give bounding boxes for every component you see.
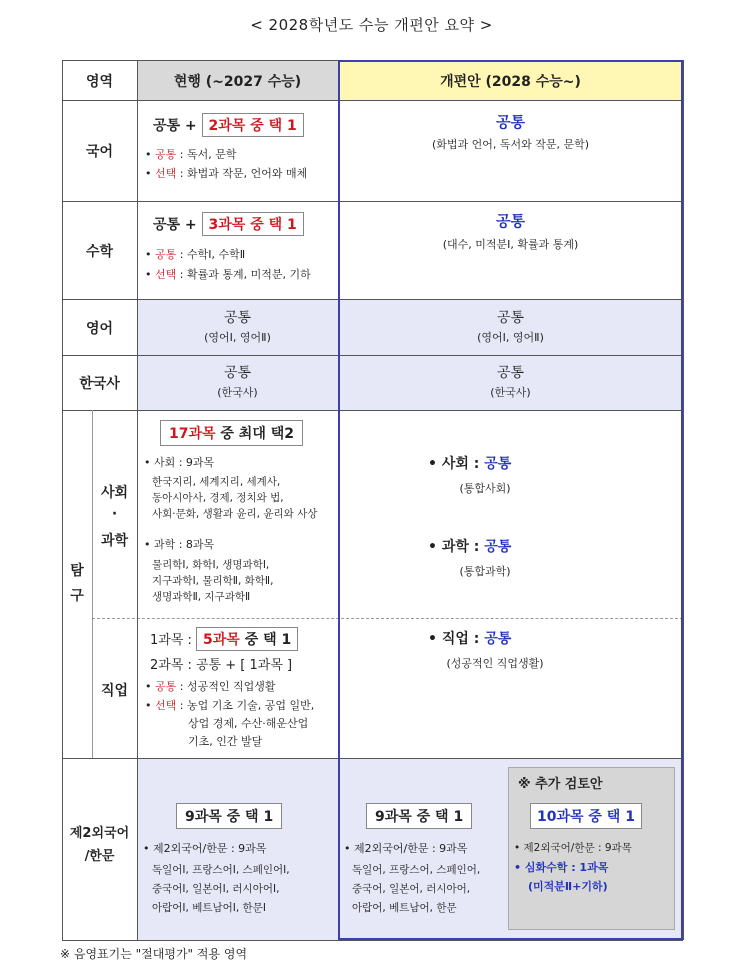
header-current: 현행 (~2027 수능) xyxy=(173,74,302,90)
reform-soc: • 사회 : 공통 xyxy=(428,456,512,472)
korean-reform-title: 공통 xyxy=(496,113,525,131)
sci-list-1: 물리학Ⅰ, 화학Ⅰ, 생명과학Ⅰ, xyxy=(152,559,270,571)
foreign-reform-list-3: 아랍어, 베트남어, 한문 xyxy=(352,902,457,914)
math-common: • 공통 : 수학Ⅰ, 수학Ⅱ xyxy=(145,248,246,261)
socsci-label-3: 과학 xyxy=(100,533,129,549)
history-current-title: 공통 xyxy=(223,365,252,381)
korean-reform-sub: (화법과 언어, 독서와 작문, 문학) xyxy=(431,138,590,151)
sci-list-2: 지구과학Ⅰ, 물리학Ⅱ, 화학Ⅱ, xyxy=(152,575,274,587)
voc-line2: 2과목 : 공통 + [ 1과목 ] xyxy=(150,658,293,673)
foreign-current-list-1: 독일어Ⅰ, 프랑스어Ⅰ, 스페인어Ⅰ, xyxy=(152,864,290,876)
socsci-current-box: 17과목 중 최대 택2 xyxy=(160,420,303,446)
area-english: 영어 xyxy=(85,321,114,337)
area-korean: 국어 xyxy=(85,144,114,160)
reform-voc-sub: (성공적인 직업생활) xyxy=(446,657,544,670)
reform-sci-sub: (통합과학) xyxy=(459,565,511,578)
math-reform-sub: (대수, 미적분Ⅰ, 확률과 통계) xyxy=(442,238,579,251)
soc-list-1: 한국지리, 세계지리, 세계사, xyxy=(152,476,281,488)
reform-sci: • 과학 : 공통 xyxy=(428,539,512,555)
socsci-label-2: · xyxy=(111,506,118,522)
extra-review-box: 10과목 중 택 1 xyxy=(530,803,642,829)
header-area: 영역 xyxy=(85,74,114,90)
socsci-label-1: 사회 xyxy=(100,485,129,501)
area-foreign-2: /한문 xyxy=(84,849,115,864)
foreign-current-head: • 제2외국어/한문 : 9과목 xyxy=(143,842,267,855)
reform-voc: • 직업 : 공통 xyxy=(428,631,512,647)
history-current-sub: (한국사) xyxy=(217,386,258,399)
korean-elective: • 선택 : 화법과 작문, 언어와 매체 xyxy=(145,167,308,180)
foreign-current-box: 9과목 중 택 1 xyxy=(176,803,282,829)
extra-review-title: ※ 추가 검토안 xyxy=(518,777,603,792)
extra-review-advanced-sub: (미적분Ⅱ+기하) xyxy=(528,880,608,893)
area-foreign-1: 제2외국어 xyxy=(69,826,130,841)
math-current-box: 3과목 중 택 1 xyxy=(202,212,304,236)
area-math: 수학 xyxy=(85,244,114,260)
math-current-lead: 공통 + 3과목 중 택 1 xyxy=(153,212,304,236)
soc-list-3: 사회·문화, 생활과 윤리, 윤리와 사상 xyxy=(152,508,318,520)
soc-list-2: 동아시아사, 경제, 정치와 법, xyxy=(152,492,284,504)
sci-head: • 과학 : 8과목 xyxy=(144,538,215,551)
voc-common: • 공통 : 성공적인 직업생활 xyxy=(145,680,276,693)
area-history: 한국사 xyxy=(79,376,120,392)
voc-label: 직업 xyxy=(100,683,129,699)
reform-soc-sub: (통합사회) xyxy=(459,482,511,495)
english-current-title: 공통 xyxy=(223,310,252,326)
foreign-current-list-2: 중국어Ⅰ, 일본어Ⅰ, 러시아어Ⅰ, xyxy=(152,883,280,895)
korean-current-box: 2과목 중 택 1 xyxy=(202,113,304,137)
english-current-sub: (영어Ⅰ, 영어Ⅱ) xyxy=(204,331,271,344)
header-reform: 개편안 (2028 수능~) xyxy=(440,74,581,90)
foreign-reform-box: 9과목 중 택 1 xyxy=(366,803,472,829)
area-inquiry-1: 탐 xyxy=(70,563,84,579)
math-elective: • 선택 : 확률과 통계, 미적분, 기하 xyxy=(145,268,311,281)
sci-list-3: 생명과학Ⅱ, 지구과학Ⅱ xyxy=(152,591,251,603)
footnote: ※ 음영표기는 "절대평가" 적용 영역 xyxy=(60,947,248,961)
english-reform-title: 공통 xyxy=(496,310,525,326)
korean-current-lead: 공통 + 2과목 중 택 1 xyxy=(153,113,304,137)
english-reform-sub: (영어Ⅰ, 영어Ⅱ) xyxy=(477,331,544,344)
history-reform-title: 공통 xyxy=(496,365,525,381)
voc-elective-3: 기초, 인간 발달 xyxy=(188,735,263,748)
foreign-reform-head: • 제2외국어/한문 : 9과목 xyxy=(344,842,468,855)
area-inquiry-2: 구 xyxy=(70,588,84,604)
extra-review-head: • 제2외국어/한문 : 9과목 xyxy=(514,842,632,854)
foreign-current-list-3: 아랍어Ⅰ, 베트남어Ⅰ, 한문Ⅰ xyxy=(152,902,266,914)
extra-review-advanced: • 심화수학 : 1과목 xyxy=(514,861,609,874)
voc-elective-2: 상업 경제, 수산·해운산업 xyxy=(188,717,309,730)
soc-head: • 사회 : 9과목 xyxy=(144,456,215,469)
page-title: < 2028학년도 수능 개편안 요약 > xyxy=(250,16,493,34)
math-reform-title: 공통 xyxy=(496,212,525,230)
voc-elective: • 선택 : 농업 기초 기술, 공업 일반, xyxy=(145,699,315,712)
foreign-reform-list-1: 독일어, 프랑스어, 스페인어, xyxy=(352,864,481,876)
voc-line1: 1과목 : 5과목 중 택 1 xyxy=(150,627,298,651)
history-reform-sub: (한국사) xyxy=(490,386,531,399)
korean-common: • 공통 : 독서, 문학 xyxy=(145,148,237,161)
foreign-reform-list-2: 중국어, 일본어, 러시아어, xyxy=(352,883,471,895)
